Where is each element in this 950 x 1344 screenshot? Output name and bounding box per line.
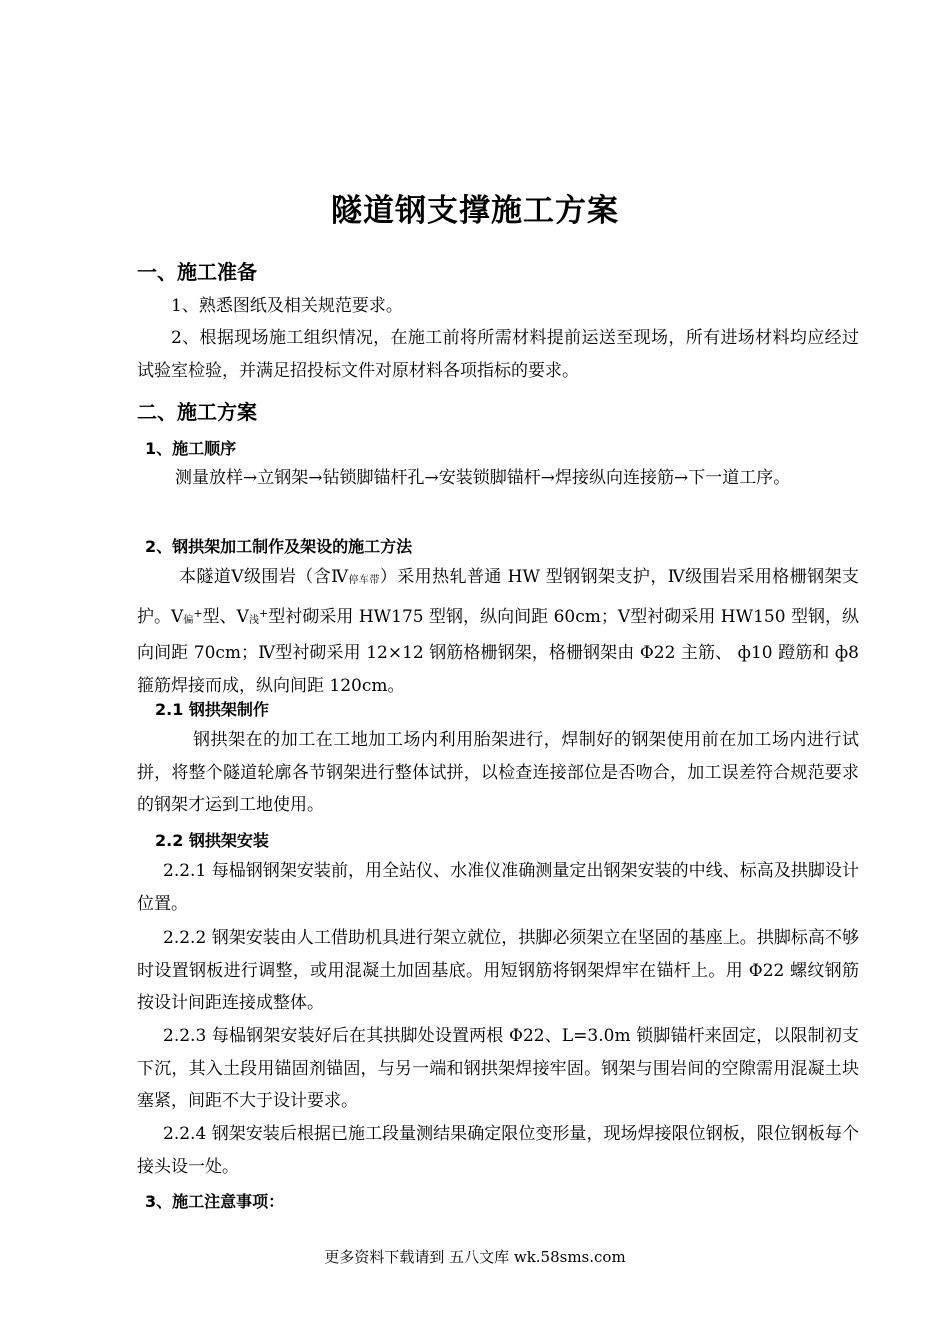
method-text-1: 本隧道Ⅴ级围岩（含Ⅳ xyxy=(179,567,349,587)
page-title: 隧道钢支撑施工方案 xyxy=(331,193,619,229)
page-footer: 更多资料下载请到 五八文库 wk.58sms.com xyxy=(324,1248,626,1266)
paragraph-installation-3: 2.2.3 每榀钢架安装好后在其拱脚处设置两根 Φ22、L=3.0m 锁脚锚杆来固定，以限制初支下沉，其入土段用锚固剂锚固，与另一端和钢拱架焊接牢固。钢架与围岩间的空隙需用混凝土块塞紧，间距不大于设计要求。 xyxy=(137,1026,859,1111)
paragraph-preparation-2: 2、根据现场施工组织情况，在施工前将所需材料提前运送至现场，所有进场材料均应经过试验室检验，并满足招投标文件对原材料各项指标的要求。 xyxy=(137,328,859,381)
paragraph-preparation-1: 1、熟悉图纸及相关规范要求。 xyxy=(171,296,403,316)
method-text-2: ）采用热轧普通 HW 型钢钢架支护，Ⅳ级围岩采用格栅钢架支护。Ⅴ xyxy=(137,567,859,627)
method-sup-plus-1: + xyxy=(193,606,203,620)
paragraph-installation-2: 2.2.2 钢架安装由人工借助机具进行架立就位，拱脚必须架立在坚固的基座上。拱脚标高不够时设置钢板进行调整，或用混凝土加固基底。用短钢筋将钢架焊牢在锚杆上。用 Φ22 螺纹钢筋按设计间距连接成整体。 xyxy=(137,928,859,1013)
method-sub-qian: 浅 xyxy=(249,614,260,626)
subsection-heading-precautions: 3、施工注意事项： xyxy=(145,1192,285,1211)
section-heading-preparation: 一、施工准备 xyxy=(137,260,257,284)
method-sub-tingchedai: 停车带 xyxy=(348,575,380,586)
method-sup-plus-2: + xyxy=(259,606,269,620)
paragraph-method xyxy=(137,561,859,702)
subsection-heading-fabrication: 2.1 钢拱架制作 xyxy=(155,700,269,719)
paragraph-fabrication: 钢拱架在的加工在工地加工场内利用胎架进行，焊制好的钢架使用前在加工场内进行试拼，将整个隧道轮廓各节钢架进行整体试拼，以检查连接部位是否吻合，加工误差符合规范要求的钢架才运到工地使用。 xyxy=(137,730,859,815)
method-text-3: 型、Ⅴ xyxy=(202,606,249,627)
subsection-heading-method: 2、钢拱架加工制作及架设的施工方法 xyxy=(145,537,413,556)
subsection-heading-sequence: 1、施工顺序 xyxy=(145,439,237,458)
method-sub-pian: 偏 xyxy=(183,614,194,626)
paragraph-installation-4: 2.2.4 钢架安装后根据已施工段量测结果确定限位变形量，现场焊接限位钢板，限位钢板每个接头设一处。 xyxy=(137,1124,859,1177)
paragraph-sequence: 测量放样→立钢架→钻锁脚锚杆孔→安装锁脚锚杆→焊接纵向连接筋→下一道工序。 xyxy=(175,468,791,488)
method-text-4: 型衬砌采用 HW175 型钢，纵向间距 60cm；Ⅴ型衬砌采用 HW150 型钢，纵向间距 70cm；Ⅳ型衬砌采用 12×12 钢筋格栅钢架，格栅钢架由 Φ22 主筋、 ф10 蹬筋和 ф8 箍筋焊接而成，纵向间距 120cm。 xyxy=(137,606,860,696)
section-heading-plan: 二、施工方案 xyxy=(137,400,257,424)
subsection-heading-installation: 2.2 钢拱架安装 xyxy=(155,831,269,850)
paragraph-installation-1: 2.2.1 每榀钢钢架安装前，用全站仪、水准仪准确测量定出钢架安装的中线、标高及拱脚设计位置。 xyxy=(137,861,859,914)
